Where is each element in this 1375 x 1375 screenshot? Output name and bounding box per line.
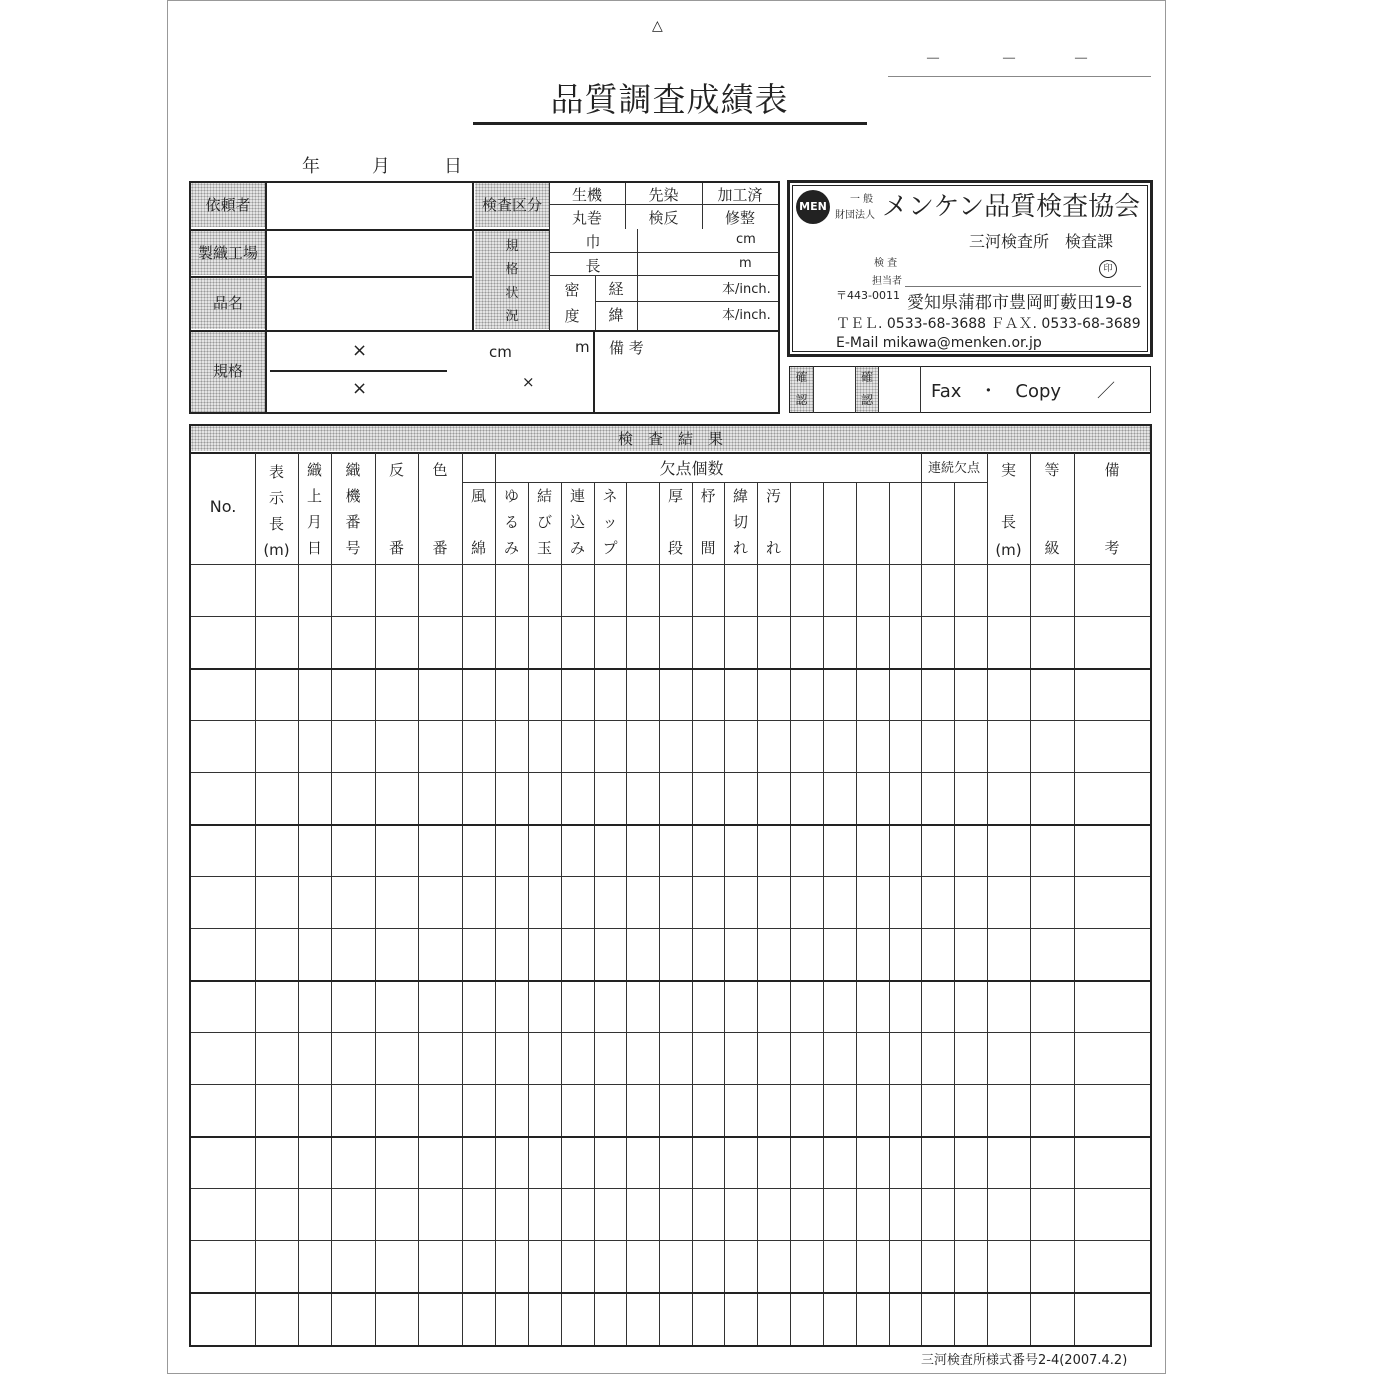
line — [191, 276, 474, 278]
results-table — [189, 424, 1152, 1347]
postal-code: 〒443-0011 — [836, 289, 900, 302]
width-label: 巾 — [585, 233, 601, 251]
corp-type-bottom: 財団法人 — [835, 210, 875, 221]
category-greige: 生機 — [571, 186, 602, 204]
col-remarks: 備 — [1104, 461, 1120, 479]
col-actual-length: 実 — [1000, 461, 1016, 479]
confirm-2-bottom: 認 — [860, 393, 873, 407]
column-line — [856, 482, 857, 1345]
inspector-label-bottom: 担当者 — [872, 276, 902, 287]
defect-column-label: 綿 — [470, 539, 486, 557]
row-line — [191, 1292, 1150, 1294]
col-loom-number: 織 — [345, 461, 361, 479]
category-round-roll: 丸巻 — [571, 209, 602, 227]
date-dash-1: － — [925, 49, 942, 68]
col-tanban: 反 — [388, 461, 404, 479]
continuous-defects-title: 連続欠点 — [927, 461, 980, 476]
defect-column-label: れ — [765, 539, 781, 557]
row-line — [191, 616, 1150, 617]
org-address: 愛知県蒲郡市豊岡町藪田19-8 — [907, 293, 1133, 313]
fax-copy-slash: ／ — [1097, 381, 1115, 402]
defect-column-label: み — [569, 539, 585, 557]
date-dash-2: － — [1001, 49, 1018, 68]
inspector-sign-line — [905, 286, 1141, 287]
col-loom-number: 機 — [345, 487, 361, 505]
weft-unit: 本/inch. — [722, 308, 771, 323]
results-title: 検 査 結 果 — [617, 430, 723, 448]
defect-column-label: 玉 — [536, 539, 552, 557]
col-actual-length: 長 — [1000, 513, 1016, 531]
column-line — [1074, 453, 1075, 1345]
line — [813, 366, 814, 413]
column-line — [626, 482, 627, 1345]
defect-column-label: 切 — [732, 513, 748, 531]
line — [191, 229, 549, 231]
form-number: 三河検査所様式番号2-4(2007.4.2) — [921, 1353, 1128, 1368]
triangle-mark: △ — [652, 18, 663, 34]
column-line — [462, 453, 463, 1345]
row-line — [191, 928, 1150, 929]
defects-title: 欠点個数 — [659, 459, 724, 478]
line — [593, 330, 595, 412]
length-label: 長 — [585, 257, 601, 275]
row-line — [191, 1136, 1150, 1138]
line — [265, 183, 267, 412]
spec-times-2: × — [352, 378, 368, 399]
spec-status-char-4: 況 — [505, 309, 519, 324]
line — [191, 564, 1150, 565]
col-remarks: 考 — [1104, 539, 1120, 557]
warp-unit: 本/inch. — [722, 282, 771, 297]
spec-fraction-line — [270, 370, 447, 372]
title-underline — [473, 122, 867, 125]
row-line — [191, 1032, 1150, 1033]
column-line — [528, 482, 529, 1345]
line — [595, 301, 778, 302]
col-display-length: (m) — [263, 541, 290, 559]
col-display-length: 長 — [268, 515, 284, 533]
defect-column-label: 間 — [700, 539, 716, 557]
line — [462, 482, 987, 483]
column-line — [987, 453, 988, 1345]
confirm-1-top: 確 — [795, 370, 808, 384]
column-line — [692, 482, 693, 1345]
column-line — [724, 482, 725, 1345]
weft-label: 緯 — [608, 306, 624, 324]
defect-column-label: み — [503, 539, 519, 557]
column-line — [790, 482, 791, 1345]
defect-column-label: 連 — [569, 487, 585, 505]
col-iroban: 番 — [432, 539, 448, 557]
spec-status-char-3: 状 — [505, 286, 519, 301]
line — [637, 229, 638, 330]
column-line — [594, 482, 595, 1345]
defect-column-label: 緯 — [732, 487, 748, 505]
defect-column-label: れ — [732, 539, 748, 557]
column-line — [255, 453, 256, 1345]
col-weave-date: 月 — [306, 513, 322, 531]
width-unit: cm — [736, 232, 756, 247]
line — [191, 330, 779, 332]
col-tanban: 番 — [388, 539, 404, 557]
spec-cm-unit: cm — [489, 343, 512, 361]
col-iroban: 色 — [432, 461, 448, 479]
category-finished: 加工済 — [717, 186, 763, 204]
length-unit: m — [739, 256, 752, 271]
col-loom-number: 番 — [345, 513, 361, 531]
col-display-length: 示 — [268, 489, 284, 507]
category-mending: 修整 — [724, 209, 755, 227]
column-line — [954, 482, 955, 1345]
column-line — [1030, 453, 1031, 1345]
column-line — [921, 453, 922, 1345]
column-line — [889, 482, 890, 1345]
defect-column-label: 段 — [667, 539, 683, 557]
spec-m-unit: m — [575, 338, 590, 356]
factory-label: 製織工場 — [197, 244, 258, 262]
category-yarn-dyed: 先染 — [648, 186, 679, 204]
col-loom-number: 号 — [345, 539, 361, 557]
defect-column-label: 汚 — [765, 487, 781, 505]
defect-column-label: 風 — [470, 487, 486, 505]
col-actual-length: (m) — [995, 541, 1022, 559]
defect-column-label: る — [503, 513, 519, 531]
confirm-1-bottom: 認 — [795, 393, 808, 407]
page-title: 品質調査成績表 — [550, 80, 789, 119]
category-label: 検査区分 — [481, 196, 542, 214]
row-line — [191, 772, 1150, 773]
column-line — [331, 453, 332, 1345]
date-dash-3: － — [1073, 49, 1090, 68]
corp-type-top: 一 般 — [850, 194, 874, 205]
defect-column-label: ッ — [602, 513, 618, 531]
fax-copy-label: Fax ・ Copy — [931, 381, 1062, 402]
date-underline — [888, 76, 1151, 77]
col-grade: 等 — [1044, 461, 1060, 479]
row-line — [191, 1188, 1150, 1189]
row-line — [191, 1240, 1150, 1241]
row-line — [191, 668, 1150, 670]
org-name: メンケン品質検査協会 — [882, 192, 1141, 222]
density-char-1: 密 — [564, 281, 580, 299]
line — [191, 452, 1150, 454]
density-char-2: 度 — [564, 307, 580, 325]
seal-icon: 印 — [1099, 260, 1117, 278]
org-logo-icon: MEN — [796, 190, 830, 224]
row-line — [191, 876, 1150, 877]
column-line — [418, 453, 419, 1345]
confirm-2-top: 確 — [860, 370, 873, 384]
defect-column-label: 込 — [569, 513, 585, 531]
defect-column-label: ゆ — [503, 487, 519, 505]
line — [878, 366, 879, 413]
column-line — [375, 453, 376, 1345]
warp-label: 経 — [608, 280, 624, 298]
org-tel-fax: ＴＥＬ. 0533-68-3688 ＦＡＸ. 0533-68-3689 — [836, 316, 1141, 332]
column-line — [298, 453, 299, 1345]
spec-times-1: × — [352, 340, 368, 361]
day-label: 日 — [444, 156, 462, 177]
spec-label: 規格 — [212, 362, 243, 380]
line — [472, 183, 474, 330]
category-cloth-inspection: 検反 — [648, 209, 679, 227]
column-line — [659, 482, 660, 1345]
column-line — [561, 482, 562, 1345]
defect-column-label: 杼 — [700, 487, 716, 505]
spec-times-3: × — [522, 373, 535, 391]
month-label: 月 — [372, 156, 390, 177]
col-weave-date: 織 — [306, 461, 322, 479]
row-line — [191, 980, 1150, 982]
row-line — [191, 824, 1150, 826]
line — [549, 252, 778, 253]
defect-column-label: び — [536, 513, 552, 531]
remarks-label: 備 考 — [609, 339, 644, 357]
col-no: No. — [209, 497, 237, 516]
spec-status-char-1: 規 — [505, 239, 519, 254]
client-label: 依頼者 — [205, 196, 251, 214]
col-weave-date: 上 — [306, 487, 322, 505]
year-label: 年 — [302, 156, 320, 177]
defect-column-label: ネ — [602, 487, 618, 505]
row-line — [191, 720, 1150, 721]
spec-status-char-2: 格 — [505, 262, 519, 277]
column-line — [757, 482, 758, 1345]
product-label: 品名 — [212, 294, 243, 312]
org-email: E-Mail mikawa@menken.or.jp — [836, 335, 1042, 351]
column-line — [823, 482, 824, 1345]
inspector-label-top: 検 査 — [874, 258, 898, 269]
column-line — [495, 453, 496, 1345]
defect-column-label: プ — [602, 539, 618, 557]
col-display-length: 表 — [268, 463, 284, 481]
line — [920, 366, 921, 413]
defect-column-label: 厚 — [667, 487, 683, 505]
col-weave-date: 日 — [306, 539, 322, 557]
org-office: 三河検査所 検査課 — [969, 232, 1114, 251]
col-grade: 級 — [1044, 539, 1060, 557]
defect-column-label: 結 — [536, 487, 552, 505]
row-line — [191, 1084, 1150, 1085]
